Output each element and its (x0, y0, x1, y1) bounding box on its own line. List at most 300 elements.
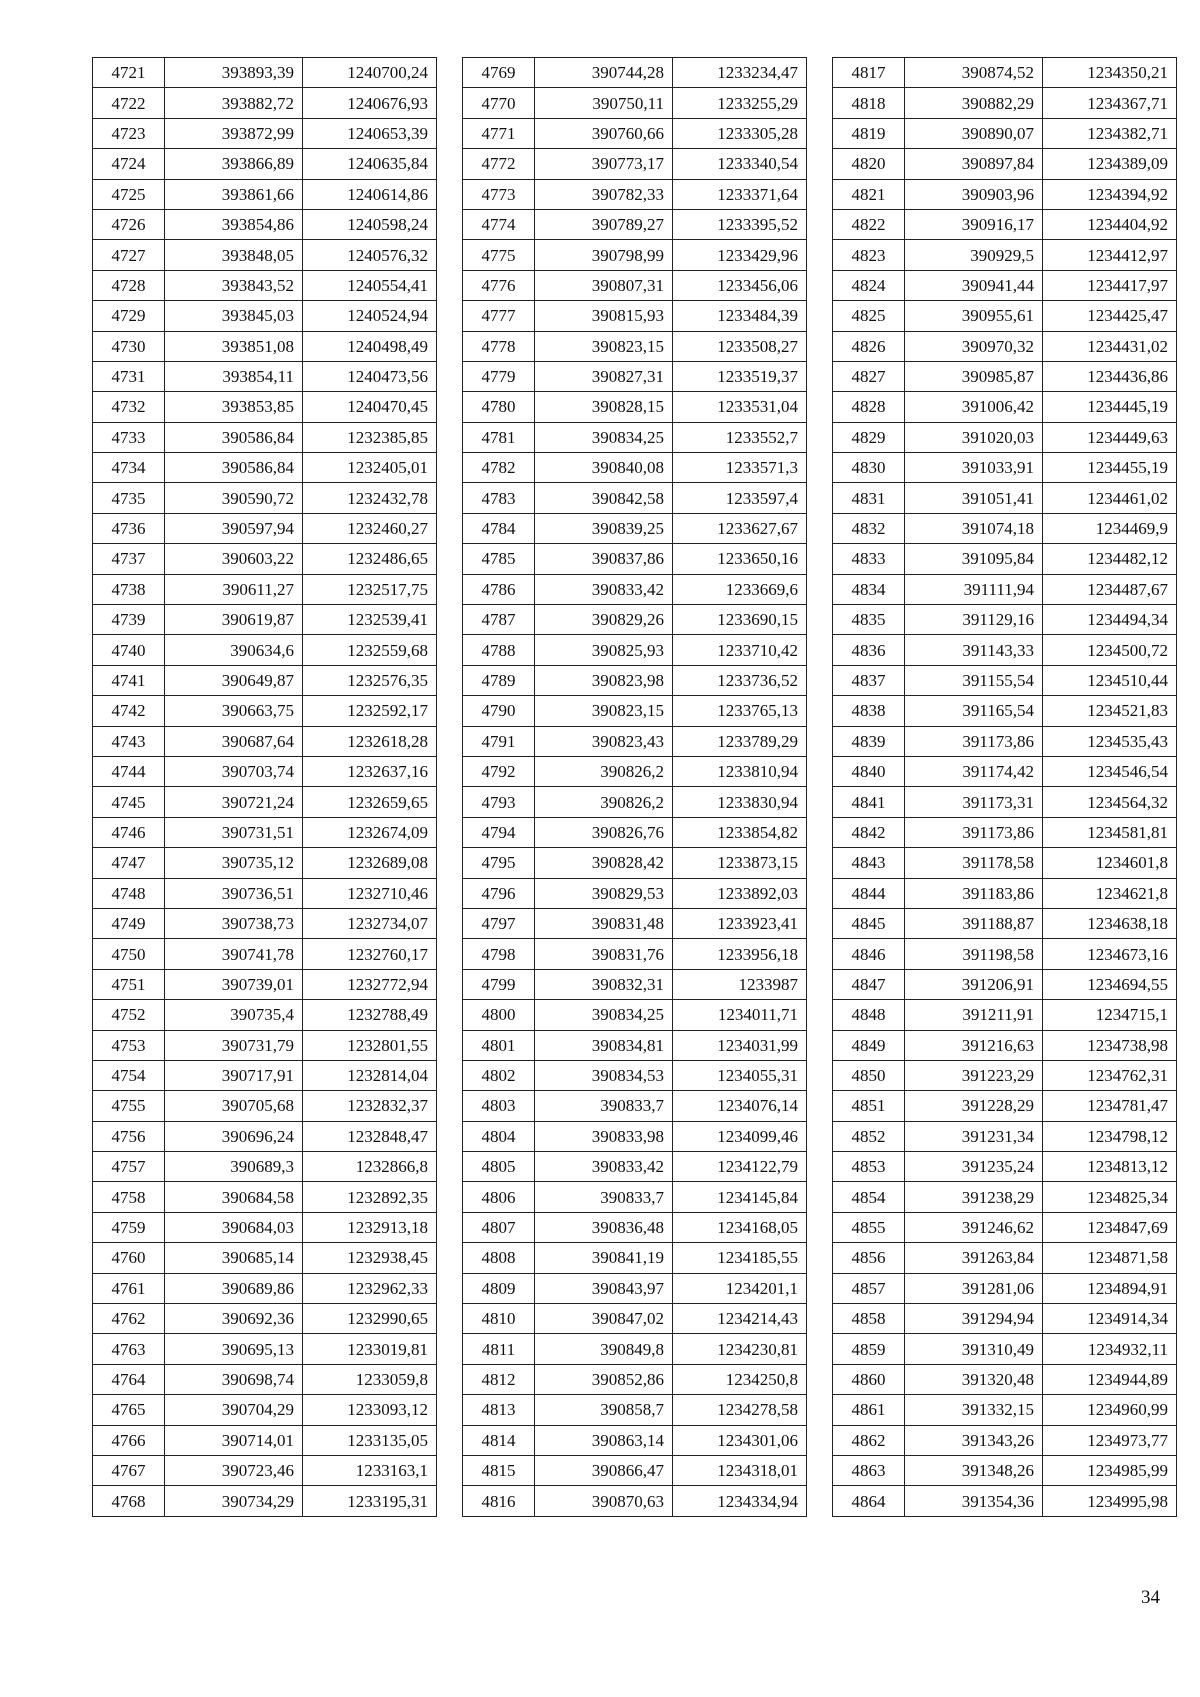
x-coordinate-cell: 393893,39 (165, 58, 303, 88)
y-coordinate-cell: 1234638,18 (1043, 908, 1177, 938)
x-coordinate-cell: 390773,17 (535, 149, 673, 179)
x-coordinate-cell: 390827,31 (535, 361, 673, 391)
point-number-cell: 4722 (93, 88, 165, 118)
table-row (93, 1060, 437, 1090)
y-coordinate-cell: 1234389,09 (1043, 149, 1177, 179)
point-number-cell: 4785 (463, 544, 535, 574)
x-coordinate-cell: 391155,54 (905, 665, 1043, 695)
x-coordinate-cell: 390831,48 (535, 908, 673, 938)
x-coordinate-cell: 390833,7 (535, 1182, 673, 1212)
table-row (833, 1395, 1177, 1425)
point-number-cell: 4770 (463, 88, 535, 118)
table-row (833, 58, 1177, 88)
y-coordinate-cell: 1233690,15 (673, 605, 807, 635)
y-coordinate-cell: 1232576,35 (303, 665, 437, 695)
y-coordinate-cell: 1233019,81 (303, 1334, 437, 1364)
x-coordinate-cell: 390649,87 (165, 665, 303, 695)
y-coordinate-cell: 1234394,92 (1043, 179, 1177, 209)
table-row (463, 392, 807, 422)
point-number-cell: 4734 (93, 453, 165, 483)
table-row (93, 878, 437, 908)
x-coordinate-cell: 390823,43 (535, 726, 673, 756)
point-number-cell: 4807 (463, 1212, 535, 1242)
table-row (93, 696, 437, 726)
table-row (833, 1455, 1177, 1485)
y-coordinate-cell: 1234871,58 (1043, 1243, 1177, 1273)
x-coordinate-cell: 390731,51 (165, 817, 303, 847)
y-coordinate-cell: 1240676,93 (303, 88, 437, 118)
point-number-cell: 4853 (833, 1152, 905, 1182)
y-coordinate-cell: 1233987 (673, 969, 807, 999)
y-coordinate-cell: 1234425,47 (1043, 301, 1177, 331)
x-coordinate-cell: 390703,74 (165, 756, 303, 786)
point-number-cell: 4751 (93, 969, 165, 999)
y-coordinate-cell: 1234076,14 (673, 1091, 807, 1121)
y-coordinate-cell: 1233195,31 (303, 1486, 437, 1516)
x-coordinate-cell: 390903,96 (905, 179, 1043, 209)
x-coordinate-cell: 390734,29 (165, 1486, 303, 1516)
table-row (93, 1182, 437, 1212)
point-number-cell: 4851 (833, 1091, 905, 1121)
y-coordinate-cell: 1240554,41 (303, 270, 437, 300)
y-coordinate-cell: 1232674,09 (303, 817, 437, 847)
x-coordinate-cell: 390735,12 (165, 848, 303, 878)
point-number-cell: 4804 (463, 1121, 535, 1151)
point-number-cell: 4811 (463, 1334, 535, 1364)
table-row (463, 149, 807, 179)
x-coordinate-cell: 391263,84 (905, 1243, 1043, 1273)
table-row (463, 513, 807, 543)
table-row (463, 361, 807, 391)
table-row (463, 574, 807, 604)
y-coordinate-cell: 1234521,83 (1043, 696, 1177, 726)
x-coordinate-cell: 390704,29 (165, 1395, 303, 1425)
y-coordinate-cell: 1233923,41 (673, 908, 807, 938)
table-row (93, 270, 437, 300)
x-coordinate-cell: 391198,58 (905, 939, 1043, 969)
point-number-cell: 4776 (463, 270, 535, 300)
table-row (833, 1364, 1177, 1394)
point-number-cell: 4859 (833, 1334, 905, 1364)
table-row (93, 483, 437, 513)
point-number-cell: 4789 (463, 665, 535, 695)
point-number-cell: 4769 (463, 58, 535, 88)
table-row (833, 513, 1177, 543)
point-number-cell: 4728 (93, 270, 165, 300)
point-number-cell: 4833 (833, 544, 905, 574)
point-number-cell: 4732 (93, 392, 165, 422)
point-number-cell: 4758 (93, 1182, 165, 1212)
x-coordinate-cell: 393848,05 (165, 240, 303, 270)
y-coordinate-cell: 1234581,81 (1043, 817, 1177, 847)
y-coordinate-cell: 1232517,75 (303, 574, 437, 604)
table-row (463, 331, 807, 361)
x-coordinate-cell: 390782,33 (535, 179, 673, 209)
x-coordinate-cell: 390619,87 (165, 605, 303, 635)
table-row (833, 848, 1177, 878)
y-coordinate-cell: 1233765,13 (673, 696, 807, 726)
y-coordinate-cell: 1232659,65 (303, 787, 437, 817)
point-number-cell: 4862 (833, 1425, 905, 1455)
y-coordinate-cell: 1234431,02 (1043, 331, 1177, 361)
point-number-cell: 4726 (93, 209, 165, 239)
y-coordinate-cell: 1234694,55 (1043, 969, 1177, 999)
x-coordinate-cell: 390741,78 (165, 939, 303, 969)
x-coordinate-cell: 390586,84 (165, 422, 303, 452)
x-coordinate-cell: 390586,84 (165, 453, 303, 483)
table-row (463, 118, 807, 148)
x-coordinate-cell: 390837,86 (535, 544, 673, 574)
coordinate-table-2 (462, 57, 807, 1517)
table-row (93, 1334, 437, 1364)
x-coordinate-cell: 391294,94 (905, 1304, 1043, 1334)
y-coordinate-cell: 1233892,03 (673, 878, 807, 908)
y-coordinate-cell: 1233789,29 (673, 726, 807, 756)
y-coordinate-cell: 1233669,6 (673, 574, 807, 604)
table-row (463, 1364, 807, 1394)
y-coordinate-cell: 1232760,17 (303, 939, 437, 969)
y-coordinate-cell: 1234960,99 (1043, 1395, 1177, 1425)
y-coordinate-cell: 1232637,16 (303, 756, 437, 786)
table-row (833, 1273, 1177, 1303)
x-coordinate-cell: 390840,08 (535, 453, 673, 483)
point-number-cell: 4844 (833, 878, 905, 908)
table-row (833, 118, 1177, 148)
x-coordinate-cell: 390597,94 (165, 513, 303, 543)
table-row (463, 1091, 807, 1121)
table-row (93, 118, 437, 148)
x-coordinate-cell: 391006,42 (905, 392, 1043, 422)
x-coordinate-cell: 390834,25 (535, 422, 673, 452)
table-row (463, 1152, 807, 1182)
table-row (833, 1334, 1177, 1364)
x-coordinate-cell: 390823,15 (535, 696, 673, 726)
y-coordinate-cell: 1233627,67 (673, 513, 807, 543)
point-number-cell: 4738 (93, 574, 165, 604)
x-coordinate-cell: 390882,29 (905, 88, 1043, 118)
y-coordinate-cell: 1234894,91 (1043, 1273, 1177, 1303)
x-coordinate-cell: 390858,7 (535, 1395, 673, 1425)
table-row (93, 1121, 437, 1151)
y-coordinate-cell: 1234011,71 (673, 1000, 807, 1030)
table-row (463, 939, 807, 969)
point-number-cell: 4835 (833, 605, 905, 635)
point-number-cell: 4799 (463, 969, 535, 999)
x-coordinate-cell: 391111,94 (905, 574, 1043, 604)
x-coordinate-cell: 390866,47 (535, 1455, 673, 1485)
y-coordinate-cell: 1232913,18 (303, 1212, 437, 1242)
x-coordinate-cell: 393861,66 (165, 179, 303, 209)
point-number-cell: 4821 (833, 179, 905, 209)
y-coordinate-cell: 1234404,92 (1043, 209, 1177, 239)
point-number-cell: 4849 (833, 1030, 905, 1060)
point-number-cell: 4854 (833, 1182, 905, 1212)
table-row (93, 301, 437, 331)
x-coordinate-cell: 390828,15 (535, 392, 673, 422)
table-row (463, 1395, 807, 1425)
y-coordinate-cell: 1234417,97 (1043, 270, 1177, 300)
point-number-cell: 4863 (833, 1455, 905, 1485)
table-row (463, 726, 807, 756)
table-row (463, 270, 807, 300)
point-number-cell: 4755 (93, 1091, 165, 1121)
y-coordinate-cell: 1234973,77 (1043, 1425, 1177, 1455)
point-number-cell: 4827 (833, 361, 905, 391)
y-coordinate-cell: 1234099,46 (673, 1121, 807, 1151)
point-number-cell: 4856 (833, 1243, 905, 1273)
point-number-cell: 4823 (833, 240, 905, 270)
x-coordinate-cell: 393854,86 (165, 209, 303, 239)
table-row (833, 1091, 1177, 1121)
table-row (93, 392, 437, 422)
y-coordinate-cell: 1234185,55 (673, 1243, 807, 1273)
point-number-cell: 4767 (93, 1455, 165, 1485)
point-number-cell: 4778 (463, 331, 535, 361)
point-number-cell: 4796 (463, 878, 535, 908)
table-row (463, 605, 807, 635)
y-coordinate-cell: 1234445,19 (1043, 392, 1177, 422)
point-number-cell: 4820 (833, 149, 905, 179)
y-coordinate-cell: 1234715,1 (1043, 1000, 1177, 1030)
table-row (833, 756, 1177, 786)
table-row (833, 939, 1177, 969)
y-coordinate-cell: 1233163,1 (303, 1455, 437, 1485)
table-row (93, 969, 437, 999)
point-number-cell: 4740 (93, 635, 165, 665)
point-number-cell: 4818 (833, 88, 905, 118)
table-row (93, 209, 437, 239)
table-row (463, 88, 807, 118)
point-number-cell: 4850 (833, 1060, 905, 1090)
x-coordinate-cell: 390834,81 (535, 1030, 673, 1060)
point-number-cell: 4731 (93, 361, 165, 391)
table-row (463, 1182, 807, 1212)
y-coordinate-cell: 1234318,01 (673, 1455, 807, 1485)
x-coordinate-cell: 390685,14 (165, 1243, 303, 1273)
x-coordinate-cell: 391183,86 (905, 878, 1043, 908)
y-coordinate-cell: 1234367,71 (1043, 88, 1177, 118)
point-number-cell: 4748 (93, 878, 165, 908)
x-coordinate-cell: 391343,26 (905, 1425, 1043, 1455)
point-number-cell: 4741 (93, 665, 165, 695)
x-coordinate-cell: 391188,87 (905, 908, 1043, 938)
table-row (463, 1243, 807, 1273)
y-coordinate-cell: 1234510,44 (1043, 665, 1177, 695)
y-coordinate-cell: 1233531,04 (673, 392, 807, 422)
x-coordinate-cell: 391206,91 (905, 969, 1043, 999)
table-row (93, 665, 437, 695)
y-coordinate-cell: 1234469,9 (1043, 513, 1177, 543)
table-row (833, 1212, 1177, 1242)
table-row (93, 1364, 437, 1394)
table-row (833, 1304, 1177, 1334)
x-coordinate-cell: 390839,25 (535, 513, 673, 543)
x-coordinate-cell: 390798,99 (535, 240, 673, 270)
point-number-cell: 4797 (463, 908, 535, 938)
x-coordinate-cell: 390843,97 (535, 1273, 673, 1303)
point-number-cell: 4771 (463, 118, 535, 148)
y-coordinate-cell: 1232832,37 (303, 1091, 437, 1121)
table-row (93, 1425, 437, 1455)
table-row (463, 1304, 807, 1334)
y-coordinate-cell: 1233135,05 (303, 1425, 437, 1455)
x-coordinate-cell: 390603,22 (165, 544, 303, 574)
y-coordinate-cell: 1234278,58 (673, 1395, 807, 1425)
point-number-cell: 4786 (463, 574, 535, 604)
x-coordinate-cell: 390739,01 (165, 969, 303, 999)
x-coordinate-cell: 390689,3 (165, 1152, 303, 1182)
table-row (833, 453, 1177, 483)
y-coordinate-cell: 1233873,15 (673, 848, 807, 878)
y-coordinate-cell: 1240635,84 (303, 149, 437, 179)
y-coordinate-cell: 1233255,29 (673, 88, 807, 118)
x-coordinate-cell: 391354,36 (905, 1486, 1043, 1516)
point-number-cell: 4739 (93, 605, 165, 635)
x-coordinate-cell: 393851,08 (165, 331, 303, 361)
table-row (93, 331, 437, 361)
x-coordinate-cell: 391216,63 (905, 1030, 1043, 1060)
x-coordinate-cell: 390834,53 (535, 1060, 673, 1090)
point-number-cell: 4745 (93, 787, 165, 817)
point-number-cell: 4791 (463, 726, 535, 756)
point-number-cell: 4750 (93, 939, 165, 969)
x-coordinate-cell: 390831,76 (535, 939, 673, 969)
x-coordinate-cell: 390823,15 (535, 331, 673, 361)
table-row (833, 149, 1177, 179)
y-coordinate-cell: 1234494,34 (1043, 605, 1177, 635)
table-row (463, 817, 807, 847)
y-coordinate-cell: 1234301,06 (673, 1425, 807, 1455)
y-coordinate-cell: 1234738,98 (1043, 1030, 1177, 1060)
x-coordinate-cell: 391033,91 (905, 453, 1043, 483)
x-coordinate-cell: 391235,24 (905, 1152, 1043, 1182)
x-coordinate-cell: 390721,24 (165, 787, 303, 817)
point-number-cell: 4861 (833, 1395, 905, 1425)
y-coordinate-cell: 1232734,07 (303, 908, 437, 938)
point-number-cell: 4816 (463, 1486, 535, 1516)
point-number-cell: 4753 (93, 1030, 165, 1060)
x-coordinate-cell: 391051,41 (905, 483, 1043, 513)
x-coordinate-cell: 390823,98 (535, 665, 673, 695)
y-coordinate-cell: 1233552,7 (673, 422, 807, 452)
table-row (93, 848, 437, 878)
x-coordinate-cell: 390825,93 (535, 635, 673, 665)
y-coordinate-cell: 1232432,78 (303, 483, 437, 513)
y-coordinate-cell: 1240524,94 (303, 301, 437, 331)
x-coordinate-cell: 390736,51 (165, 878, 303, 908)
x-coordinate-cell: 390698,74 (165, 1364, 303, 1394)
point-number-cell: 4783 (463, 483, 535, 513)
y-coordinate-cell: 1234461,02 (1043, 483, 1177, 513)
point-number-cell: 4826 (833, 331, 905, 361)
y-coordinate-cell: 1234546,54 (1043, 756, 1177, 786)
point-number-cell: 4845 (833, 908, 905, 938)
point-number-cell: 4855 (833, 1212, 905, 1242)
table-row (463, 1273, 807, 1303)
point-number-cell: 4792 (463, 756, 535, 786)
y-coordinate-cell: 1234055,31 (673, 1060, 807, 1090)
y-coordinate-cell: 1234621,8 (1043, 878, 1177, 908)
point-number-cell: 4754 (93, 1060, 165, 1090)
point-number-cell: 4806 (463, 1182, 535, 1212)
point-number-cell: 4782 (463, 453, 535, 483)
y-coordinate-cell: 1234798,12 (1043, 1121, 1177, 1151)
y-coordinate-cell: 1234535,43 (1043, 726, 1177, 756)
point-number-cell: 4800 (463, 1000, 535, 1030)
table-row (93, 422, 437, 452)
x-coordinate-cell: 391095,84 (905, 544, 1043, 574)
table-row (463, 1212, 807, 1242)
y-coordinate-cell: 1234847,69 (1043, 1212, 1177, 1242)
y-coordinate-cell: 1232592,17 (303, 696, 437, 726)
point-number-cell: 4819 (833, 118, 905, 148)
table-row (833, 665, 1177, 695)
point-number-cell: 4735 (93, 483, 165, 513)
y-coordinate-cell: 1234250,8 (673, 1364, 807, 1394)
x-coordinate-cell: 390750,11 (535, 88, 673, 118)
y-coordinate-cell: 1233508,27 (673, 331, 807, 361)
y-coordinate-cell: 1234350,21 (1043, 58, 1177, 88)
y-coordinate-cell: 1240598,24 (303, 209, 437, 239)
table-row (833, 361, 1177, 391)
table-row (463, 209, 807, 239)
x-coordinate-cell: 393843,52 (165, 270, 303, 300)
y-coordinate-cell: 1234455,19 (1043, 453, 1177, 483)
point-number-cell: 4790 (463, 696, 535, 726)
table-row (463, 787, 807, 817)
x-coordinate-cell: 391173,86 (905, 726, 1043, 756)
point-number-cell: 4838 (833, 696, 905, 726)
x-coordinate-cell: 390929,5 (905, 240, 1043, 270)
x-coordinate-cell: 390970,32 (905, 331, 1043, 361)
y-coordinate-cell: 1234201,1 (673, 1273, 807, 1303)
table-row (463, 1455, 807, 1485)
table-row (463, 756, 807, 786)
table-row (833, 209, 1177, 239)
point-number-cell: 4810 (463, 1304, 535, 1334)
y-coordinate-cell: 1234995,98 (1043, 1486, 1177, 1516)
x-coordinate-cell: 390611,27 (165, 574, 303, 604)
y-coordinate-cell: 1234673,16 (1043, 939, 1177, 969)
table-row (833, 270, 1177, 300)
y-coordinate-cell: 1233484,39 (673, 301, 807, 331)
x-coordinate-cell: 391228,29 (905, 1091, 1043, 1121)
table-row (463, 696, 807, 726)
table-row (833, 1060, 1177, 1090)
y-coordinate-cell: 1240498,49 (303, 331, 437, 361)
x-coordinate-cell: 391174,42 (905, 756, 1043, 786)
y-coordinate-cell: 1240614,86 (303, 179, 437, 209)
point-number-cell: 4746 (93, 817, 165, 847)
point-number-cell: 4852 (833, 1121, 905, 1151)
point-number-cell: 4725 (93, 179, 165, 209)
y-coordinate-cell: 1240473,56 (303, 361, 437, 391)
x-coordinate-cell: 391223,29 (905, 1060, 1043, 1090)
y-coordinate-cell: 1234762,31 (1043, 1060, 1177, 1090)
table-row (463, 483, 807, 513)
table-row (93, 453, 437, 483)
table-row (93, 544, 437, 574)
table-row (833, 179, 1177, 209)
point-number-cell: 4788 (463, 635, 535, 665)
point-number-cell: 4813 (463, 1395, 535, 1425)
x-coordinate-cell: 391020,03 (905, 422, 1043, 452)
point-number-cell: 4761 (93, 1273, 165, 1303)
y-coordinate-cell: 1233956,18 (673, 939, 807, 969)
point-number-cell: 4793 (463, 787, 535, 817)
y-coordinate-cell: 1234564,32 (1043, 787, 1177, 817)
point-number-cell: 4780 (463, 392, 535, 422)
